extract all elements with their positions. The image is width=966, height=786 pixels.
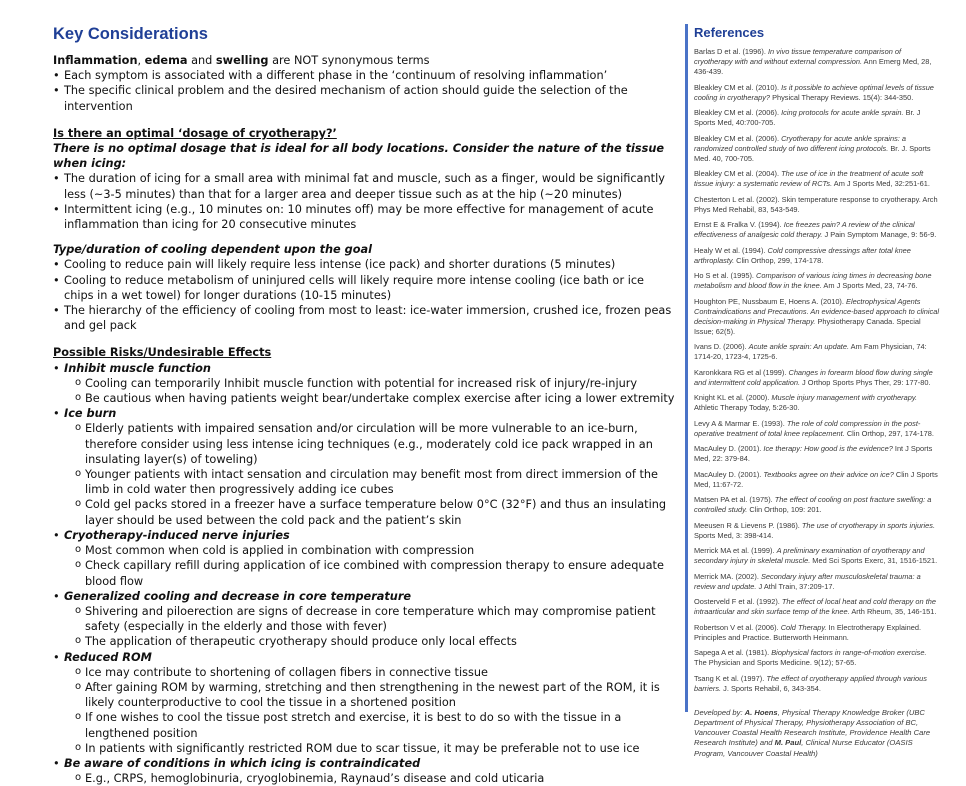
references-panel (694, 24, 939, 759)
list-item: • Each symptom is associated with a different phase in the ‘continuum of resolving inflammation’ (53, 68, 675, 83)
reference-item: Bleakley CM et al. (2006). Cryotherapy for acute ankle sprains: a randomized controlled study of two different icing protocols. Br. J. Sports Med. 40, 700-705. (694, 133, 931, 163)
risk-title: Reduced ROM (64, 650, 152, 664)
risk-title: Generalized cooling and decrease in core temperature (64, 589, 412, 603)
reference-item: Levy A & Marmar E. (1993). The role of cold compression in the post-operative treatment of total knee replacement. Clin Orthop, 297, 174-178. (694, 418, 934, 438)
type-heading: Type/duration of cooling dependent upon the goal (53, 243, 372, 257)
list-item: o Cold gel packs stored in a freezer have a surface temperature below 0°C (32°F) and thus an insulating layer should be used between the cold pack and the patient’s skin (64, 497, 675, 527)
references-list (694, 47, 939, 694)
references-heading: References (694, 25, 765, 40)
reference-item: Chesterton L et al. (2002). Skin temperature response to cryotherapy. Arch Phys Med Rehabil, 83, 543-549. (694, 194, 938, 214)
risk-title: Ice burn (64, 407, 117, 421)
reference-item: MacAuley D. (2001). Ice therapy: How good is the evidence? Int J Sports Med, 22: 379-84. (694, 444, 933, 464)
reference-item: Healy W et al. (1994). Cold compressive dressings after total knee arthroplasty. Clin Orthop, 299, 174-178. (694, 245, 911, 265)
risk-group (53, 406, 675, 528)
list-item: o Elderly patients with impaired sensation and/or circulation will be more vulnerable to an ice-burn, therefore consider using less intense icing techniques (e.g., moderately cold ice pack wrapped in an insulating layer(s) of toweling) (64, 421, 675, 467)
risk-title: Inhibit muscle function (64, 361, 211, 375)
column-divider (685, 24, 688, 712)
dosage-statement: There is no optimal dosage that is ideal for all body locations. Consider the nature of the tissue when icing: (53, 142, 665, 171)
risk-group (53, 361, 675, 407)
dosage-question: Is there an optimal ‘dosage of cryotherapy?’ (53, 126, 337, 140)
author-paul: M. Paul (774, 738, 802, 748)
list-item: • The hierarchy of the efficiency of cooling from most to least: ice-water immersion, crushed ice, frozen peas and gel pack (53, 303, 675, 333)
term-swelling: swelling (215, 54, 269, 67)
reference-item: Ivans D. (2006). Acute ankle sprain: An update. Am Fam Physician, 74: 1714-20, 1723-4, 1725-6. (694, 342, 927, 362)
list-item: o After gaining ROM by warming, stretching and then strengthening in the newest part of the ROM, it is likely counterproductive to cool the tissue in a shortened position (64, 680, 675, 710)
list-item: o Ice may contribute to shortening of collagen fibers in connective tissue (64, 665, 675, 680)
reference-item: Ernst E & Fralka V. (1994). Ice freezes pain? A review of the clinical effectiveness of analgesic cold therapy. J Pain Symptom Manage, 9: 56-9. (694, 220, 937, 240)
risk-group (53, 756, 675, 786)
intro-bullets (53, 68, 675, 114)
reference-item: Merrick MA et al. (1999). A preliminary examination of cryotherapy and secondary injury in skeletal muscle. Med Sci Sports Exerc, 31, 1516-1521. (694, 546, 938, 566)
list-item: o Be cautious when having patients weight bear/undertake complex exercise after icing a lower extremity (64, 391, 675, 406)
page-title: Key Considerations (53, 25, 208, 43)
reference-item: Bleakley CM et al. (2010). Is it possible to achieve optimal levels of tissue cooling in cryotherapy? Physical Therapy Reviews. 15(4): 344-350. (694, 82, 934, 102)
list-item: • Intermittent icing (e.g., 10 minutes on: 10 minutes off) may be more effective for management of acute inflammation than icing for 20 consecutive minutes (53, 202, 675, 232)
reference-item: Bleakley CM et al. (2004). The use of ice in the treatment of acute soft tissue injury: a systematic review of RCTs. Am J Sports Med, 32:251-61. (694, 169, 930, 189)
main-content (53, 24, 675, 786)
author-hoens: A. Hoens (744, 707, 778, 717)
list-item: • The duration of icing for a small area with minimal fat and muscle, such as a finger, would be significantly less (~3-5 minutes) than that for a larger area and deeper tissue such as at the hip (~20 minutes) (53, 171, 675, 201)
reference-item: Knight KL et al. (2000). Muscle injury management with cryotherapy. Athletic Therapy Today, 5:26-30. (694, 393, 918, 413)
reference-item: Oosterveld F et al. (1992). The effect of local heat and cold therapy on the intraarticular and skin surface temp of the knee. Arth Rheum, 35, 146-151. (694, 597, 937, 617)
list-item: o Cooling can temporarily Inhibit muscle function with potential for increased risk of injury/re-injury (64, 376, 675, 391)
list-item: o Younger patients with intact sensation and circulation may benefit most from direct immersion of the limb in cold water then progressively adding ice cubes (64, 467, 675, 497)
reference-item: Matsen PA et al. (1975). The effect of cooling on post fracture swelling: a controlled study. Clin Orthop, 109: 201. (694, 495, 932, 515)
developed-by: Developed by: A. Hoens, Physical Therapy Knowledge Broker (UBC Department of Physical Therapy, Physiotherapy Association of BC, Vancouver Coastal Health Research Institute, Providence Health Care Research Institute) and M. Paul, Clinical Nurse Educator (OASIS Program, Vancouver Coastal Health) (694, 707, 931, 758)
type-bullets (53, 257, 675, 333)
list-item: o Check capillary refill during application of ice combined with compression therapy to ensure adequate blood flow (64, 558, 675, 588)
reference-item: Merrick MA. (2002). Secondary injury after musculoskeletal trauma: a review and update. J Athl Train, 37:209-17. (694, 571, 921, 591)
risk-title: Cryotherapy-induced nerve injuries (64, 528, 290, 542)
list-item: o Most common when cold is applied in combination with compression (64, 543, 675, 558)
risk-group (53, 589, 675, 650)
reference-item: Robertson V et al. (2006). Cold Therapy. In Electrotherapy Explained. Principles and Practice. Butterworth Heinmann. (694, 622, 922, 642)
risk-group (53, 528, 675, 589)
list-item: • Cooling to reduce pain will likely require less intense (ice pack) and shorter durations (5 minutes) (53, 257, 675, 272)
list-item: • The specific clinical problem and the desired mechanism of action should guide the selection of the intervention (53, 83, 675, 113)
reference-item: Barlas D et al. (1996). In vivo tissue temperature comparison of cryotherapy with and without external compression. Ann Emerg Med, 28, 436-439. (694, 47, 932, 77)
list-item: • Cooling to reduce metabolism of uninjured cells will likely require more intense cooling (ice bath or ice chips in a wet towel) for longer durations (10-15 minutes) (53, 273, 675, 303)
reference-item: Meeusen R & Lievens P. (1986). The use of cryotherapy in sports injuries. Sports Med, 3: 398-414. (694, 520, 936, 540)
risk-title: Be aware of conditions in which icing is contraindicated (64, 756, 421, 770)
reference-item: Bleakley CM et al. (2006). Icing protocols for acute ankle sprain. Br. J Sports Med, 40:700-705. (694, 108, 921, 128)
reference-item: Houghton PE, Nussbaum E, Hoens A. (2010). Electrophysical Agents Contraindications and Precautions. An evidence-based approach to clinical decision-making in Physical Therapy. Physiotherapy Canada. Special Issue; 62(5). (694, 296, 939, 336)
risks-heading: Possible Risks/Undesirable Effects (53, 346, 272, 360)
list-item: o Shivering and piloerection are signs of decrease in core temperature which may compromise patient safety (especially in the elderly and those with fever) (64, 604, 675, 634)
list-item: o If one wishes to cool the tissue post stretch and exercise, it is best to do so with the tissue in a lengthened position (64, 710, 675, 740)
reference-item: Karonkkara RG et al (1999). Changes in forearm blood flow during single and intermittent cold application. J Orthop Sports Phys Ther, 29: 177-80. (694, 367, 933, 387)
intro-statement: Inflammation, edema and swelling are NOT synonymous terms (53, 54, 430, 67)
dosage-bullets (53, 171, 675, 232)
reference-item: Tsang K et al. (1997). The effect of cryotherapy applied through various barriers. J. Sports Rehabil, 6, 343-354. (694, 673, 927, 693)
reference-item: MacAuley D. (2001). Textbooks agree on their advice on ice? Clin J Sports Med, 11:67-72. (694, 469, 938, 489)
reference-item: Ho S et al. (1995). Comparison of various icing times in decreasing bone metabolism and blood flow in the knee. Am J Sports Med, 23, 74-76. (694, 271, 932, 291)
risk-group (53, 650, 675, 756)
list-item: o E.g., CRPS, hemoglobinuria, cryoglobinemia, Raynaud’s disease and cold uticaria (64, 771, 675, 786)
term-inflammation: Inflammation (53, 54, 138, 67)
list-item: o The application of therapeutic cryotherapy should produce only local effects (64, 634, 675, 649)
reference-item: Sapega A et al. (1981). Biophysical factors in range-of-motion exercise. The Physician and Sports Medicine. 9(12); 57-65. (694, 648, 927, 668)
term-edema: edema (144, 54, 188, 67)
risks-list (53, 361, 675, 786)
list-item: o In patients with significantly restricted ROM due to scar tissue, it may be preferable not to use ice (64, 741, 675, 756)
